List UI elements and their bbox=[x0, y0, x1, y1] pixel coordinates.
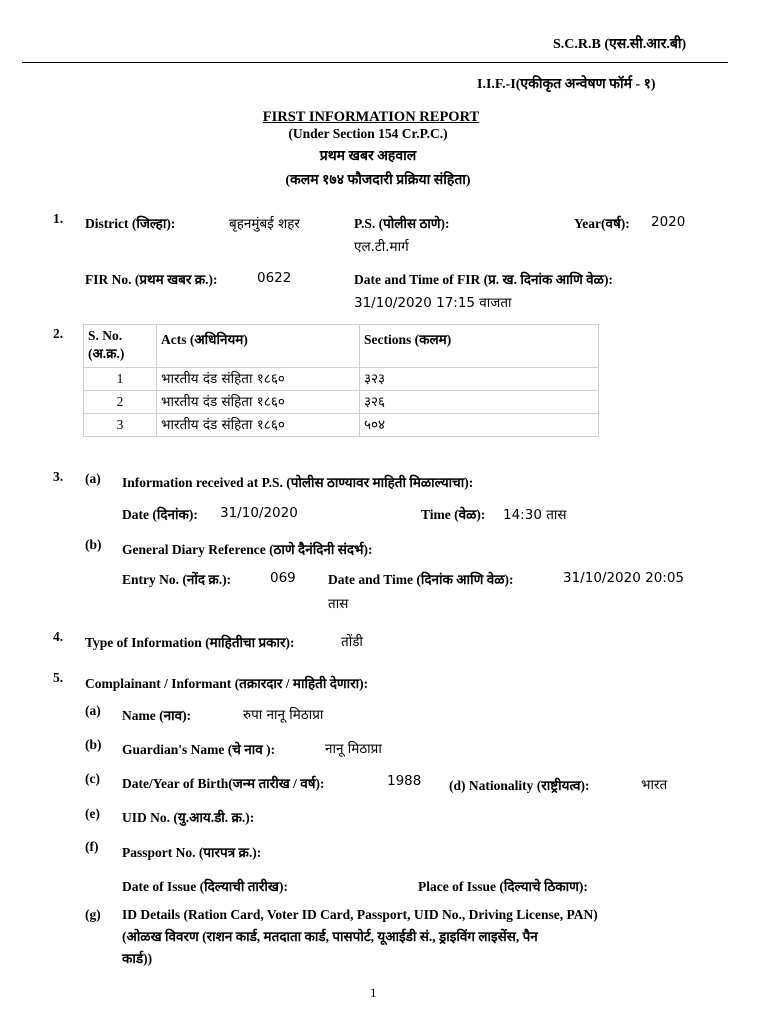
fir-datetime-label: Date and Time of FIR (प्र. ख. दिनांक आणि वेळ): bbox=[354, 272, 613, 287]
section-5b-marker: (b) bbox=[85, 737, 102, 752]
place-of-issue-label: Place of Issue (दिल्याचे ठिकाण): bbox=[418, 879, 588, 894]
info-type-value: तोंडी bbox=[341, 634, 363, 650]
row-section: ३२३ bbox=[360, 368, 599, 391]
guardian-name-label: Guardian's Name (चे नाव ): bbox=[122, 742, 276, 757]
info-type-label: Type of Information (माहितीचा प्रकार): bbox=[85, 635, 295, 650]
table-row bbox=[84, 368, 599, 391]
date-of-issue-label: Date of Issue (दिल्याची तारीख): bbox=[122, 879, 288, 894]
complainant-label: Complainant / Informant (तक्रारदार / माहिती देणारा): bbox=[85, 676, 369, 691]
scrb-header: S.C.R.B (एस.सी.आर.बी) bbox=[553, 37, 687, 52]
police-station-label: P.S. (पोलीस ठाणे): bbox=[354, 216, 450, 231]
row-act: भारतीय दंड संहिता १८६० bbox=[157, 391, 360, 414]
name-label: Name (नाव): bbox=[122, 708, 192, 723]
id-details-label: ID Details (Ration Card, Voter ID Card, Passport, UID No., Driving License, PAN) bbox=[122, 907, 598, 922]
dob-label: Date/Year of Birth(जन्म तारीख / वर्ष): bbox=[122, 776, 325, 791]
passport-label: Passport No. (पारपत्र क्र.): bbox=[122, 845, 262, 860]
district-value: बृहनमुंबई शहर bbox=[229, 216, 300, 232]
district-label: District (जिल्हा): bbox=[85, 216, 176, 231]
sections-header bbox=[360, 325, 599, 368]
section-3b-marker: (b) bbox=[85, 537, 102, 552]
report-subtitle: (Under Section 154 Cr.P.C.) bbox=[288, 126, 448, 141]
section-5a-marker: (a) bbox=[85, 703, 101, 718]
row-act: भारतीय दंड संहिता १८६० bbox=[157, 414, 360, 437]
section-4-number: 4. bbox=[53, 629, 64, 644]
section-5g-marker: (g) bbox=[85, 907, 101, 922]
section-3a-marker: (a) bbox=[85, 471, 101, 486]
info-received-label: Information received at P.S. (पोलीस ठाण्यावर माहिती मिळाल्याचा): bbox=[122, 475, 474, 490]
acts-table-header bbox=[84, 325, 599, 368]
report-title-marathi: प्रथम खबर अहवाल bbox=[319, 149, 417, 164]
acts-header-text: Acts (अधिनियम) bbox=[161, 332, 248, 347]
fir-number-label: FIR No. (प्रथम खबर क्र.): bbox=[85, 272, 218, 287]
sno-header bbox=[84, 325, 157, 368]
fir-number-value: 0622 bbox=[257, 270, 292, 286]
gd-datetime-value: 31/10/2020 20:05 bbox=[563, 570, 685, 586]
acts-header bbox=[157, 325, 360, 368]
sections-header-text: Sections (कलम) bbox=[364, 332, 452, 347]
sno-header-mr: (अ.क्र.) bbox=[88, 346, 125, 361]
info-time-label: Time (वेळ): bbox=[421, 507, 486, 522]
section-5f-marker: (f) bbox=[85, 839, 99, 854]
header-divider bbox=[22, 62, 728, 63]
name-value: रुपा नानू मिठाप्रा bbox=[243, 707, 324, 723]
nationality-value: भारत bbox=[641, 777, 668, 793]
year-label: Year(वर्ष): bbox=[574, 216, 630, 231]
page-number: 1 bbox=[370, 985, 377, 1000]
table-row bbox=[84, 414, 599, 437]
info-date-value: 31/10/2020 bbox=[220, 505, 298, 521]
sno-header-en: S. No. bbox=[88, 328, 123, 343]
report-title: FIRST INFORMATION REPORT bbox=[262, 109, 480, 125]
uid-label: UID No. (यु.आय.डी. क्र.): bbox=[122, 810, 255, 825]
entry-number-label: Entry No. (नोंद क्र.): bbox=[122, 572, 232, 587]
table-row bbox=[84, 391, 599, 414]
year-value: 2020 bbox=[651, 214, 686, 230]
police-station-value: एल.टी.मार्ग bbox=[354, 239, 409, 255]
row-sno: 3 bbox=[84, 414, 157, 437]
iif-form-label: I.I.F.-I(एकीकृत अन्वेषण फॉर्म - १) bbox=[477, 77, 656, 92]
row-act: भारतीय दंड संहिता १८६० bbox=[157, 368, 360, 391]
id-details-label-marathi: (ओळख विवरण (राशन कार्ड, मतदाता कार्ड, पासपोर्ट, यूआईडी सं., ड्राइविंग लाइसेंस, पैन bbox=[122, 929, 538, 944]
nationality-label: (d) Nationality (राष्ट्रीयत्व): bbox=[449, 778, 590, 793]
section-1-number: 1. bbox=[53, 211, 64, 226]
guardian-name-value: नानू मिठाप्रा bbox=[325, 741, 382, 757]
general-diary-label: General Diary Reference (ठाणे दैनंदिनी संदर्भ): bbox=[122, 542, 373, 557]
section-2-number: 2. bbox=[53, 326, 64, 341]
gd-datetime-label: Date and Time (दिनांक आणि वेळ): bbox=[328, 572, 514, 587]
row-sno: 2 bbox=[84, 391, 157, 414]
info-time-value: 14:30 तास bbox=[503, 507, 567, 523]
row-sno: 1 bbox=[84, 368, 157, 391]
acts-table bbox=[83, 324, 599, 437]
dob-value: 1988 bbox=[387, 773, 422, 789]
entry-number-value: 069 bbox=[270, 570, 296, 586]
row-section: ३२६ bbox=[360, 391, 599, 414]
fir-datetime-value: 31/10/2020 17:15 वाजता bbox=[354, 295, 512, 311]
gd-datetime-unit: तास bbox=[328, 596, 349, 612]
info-date-label: Date (दिनांक): bbox=[122, 507, 198, 522]
id-details-label-marathi-cont: कार्ड)) bbox=[122, 951, 153, 966]
report-subtitle-marathi: (कलम १७४ फौजदारी प्रक्रिया संहिता) bbox=[285, 173, 471, 188]
section-5c-marker: (c) bbox=[85, 771, 100, 786]
section-5e-marker: (e) bbox=[85, 806, 100, 821]
row-section: ५०४ bbox=[360, 414, 599, 437]
section-5-number: 5. bbox=[53, 670, 64, 685]
section-3-number: 3. bbox=[53, 469, 64, 484]
